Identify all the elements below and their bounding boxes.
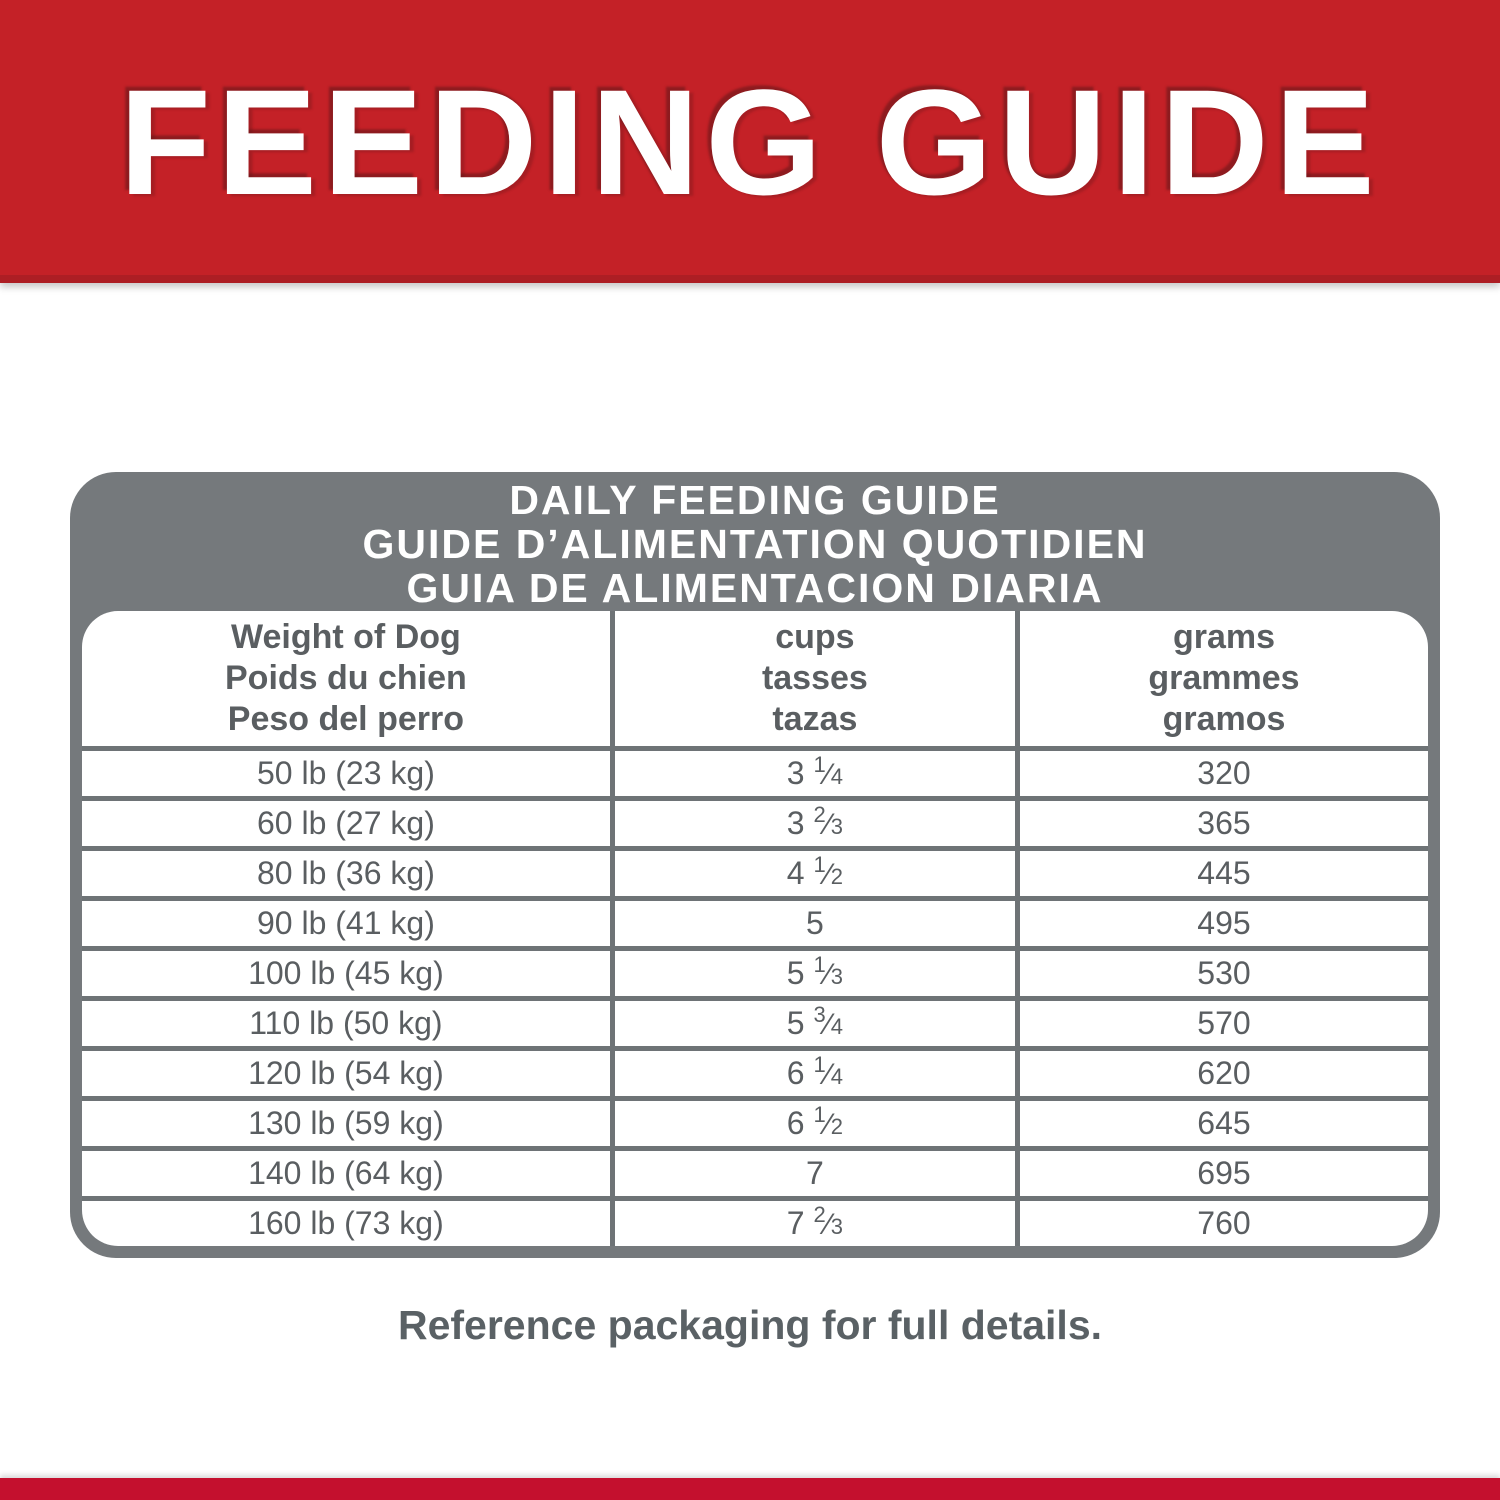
weight-cell: 60 lb (27 kg) [82,799,612,849]
table-row [82,999,1428,1049]
weight-cell: 110 lb (50 kg) [82,999,612,1049]
fraction: $^1$⁄2 [813,1102,843,1142]
table-row [82,1199,1428,1246]
feeding-guide-banner [0,0,1500,283]
weight-cell: 130 lb (59 kg) [82,1099,612,1149]
weight-cell: 50 lb (23 kg) [82,749,612,799]
grams-cell: 320 [1017,749,1428,799]
grams-cell: 445 [1017,849,1428,899]
bottom-red-strip [0,1478,1500,1500]
column-header-grams: grams grammes gramos [1017,611,1428,749]
fraction: $^1$⁄2 [813,852,843,892]
fraction: $^2$⁄3 [813,1202,843,1242]
cups-cell: 5 [612,899,1017,949]
table-row [82,849,1428,899]
feeding-table-container [82,611,1428,1246]
table-title-en: DAILY FEEDING GUIDE [509,476,1001,523]
table-row [82,899,1428,949]
cups-cell: 7 $^2$⁄3 [612,1199,1017,1246]
fraction: $^1$⁄4 [813,1052,843,1092]
grams-cell: 530 [1017,949,1428,999]
grams-cell: 695 [1017,1149,1428,1199]
weight-cell: 120 lb (54 kg) [82,1049,612,1099]
cups-cell: 3 $^2$⁄3 [612,799,1017,849]
fraction: $^1$⁄4 [813,752,843,792]
weight-cell: 80 lb (36 kg) [82,849,612,899]
daily-feeding-guide-panel [70,472,1440,1258]
weight-cell: 140 lb (64 kg) [82,1149,612,1199]
table-row [82,1099,1428,1149]
table-title [70,472,1440,611]
table-row [82,949,1428,999]
fraction: $^2$⁄3 [813,802,843,842]
grams-cell: 645 [1017,1099,1428,1149]
table-row [82,799,1428,849]
weight-cell: 90 lb (41 kg) [82,899,612,949]
table-title-fr: GUIDE D’ALIMENTATION QUOTIDIEN [362,520,1148,567]
cups-cell: 5 $^1$⁄3 [612,949,1017,999]
grams-cell: 760 [1017,1199,1428,1246]
grams-cell: 620 [1017,1049,1428,1099]
table-row [82,1149,1428,1199]
feeding-table-body [82,749,1428,1247]
weight-cell: 100 lb (45 kg) [82,949,612,999]
grams-cell: 495 [1017,899,1428,949]
weight-cell: 160 lb (73 kg) [82,1199,612,1246]
fraction: $^1$⁄3 [813,952,843,992]
cups-cell: 6 $^1$⁄4 [612,1049,1017,1099]
cups-cell: 5 $^3$⁄4 [612,999,1017,1049]
column-header-cups: cups tasses tazas [612,611,1017,749]
feeding-table [82,611,1428,1246]
footnote: Reference packaging for full details. [397,1302,1103,1348]
fraction: $^3$⁄4 [813,1002,843,1042]
table-title-es: GUIA DE ALIMENTACION DIARIA [406,564,1104,611]
page-title: FEEDING GUIDE [119,58,1381,226]
cups-cell: 4 $^1$⁄2 [612,849,1017,899]
table-header-row [82,611,1428,749]
grams-cell: 570 [1017,999,1428,1049]
cups-cell: 7 [612,1149,1017,1199]
cups-cell: 3 $^1$⁄4 [612,749,1017,799]
column-header-weight: Weight of Dog Poids du chien Peso del perro [82,611,612,749]
table-row [82,749,1428,799]
cups-cell: 6 $^1$⁄2 [612,1099,1017,1149]
grams-cell: 365 [1017,799,1428,849]
table-row [82,1049,1428,1099]
